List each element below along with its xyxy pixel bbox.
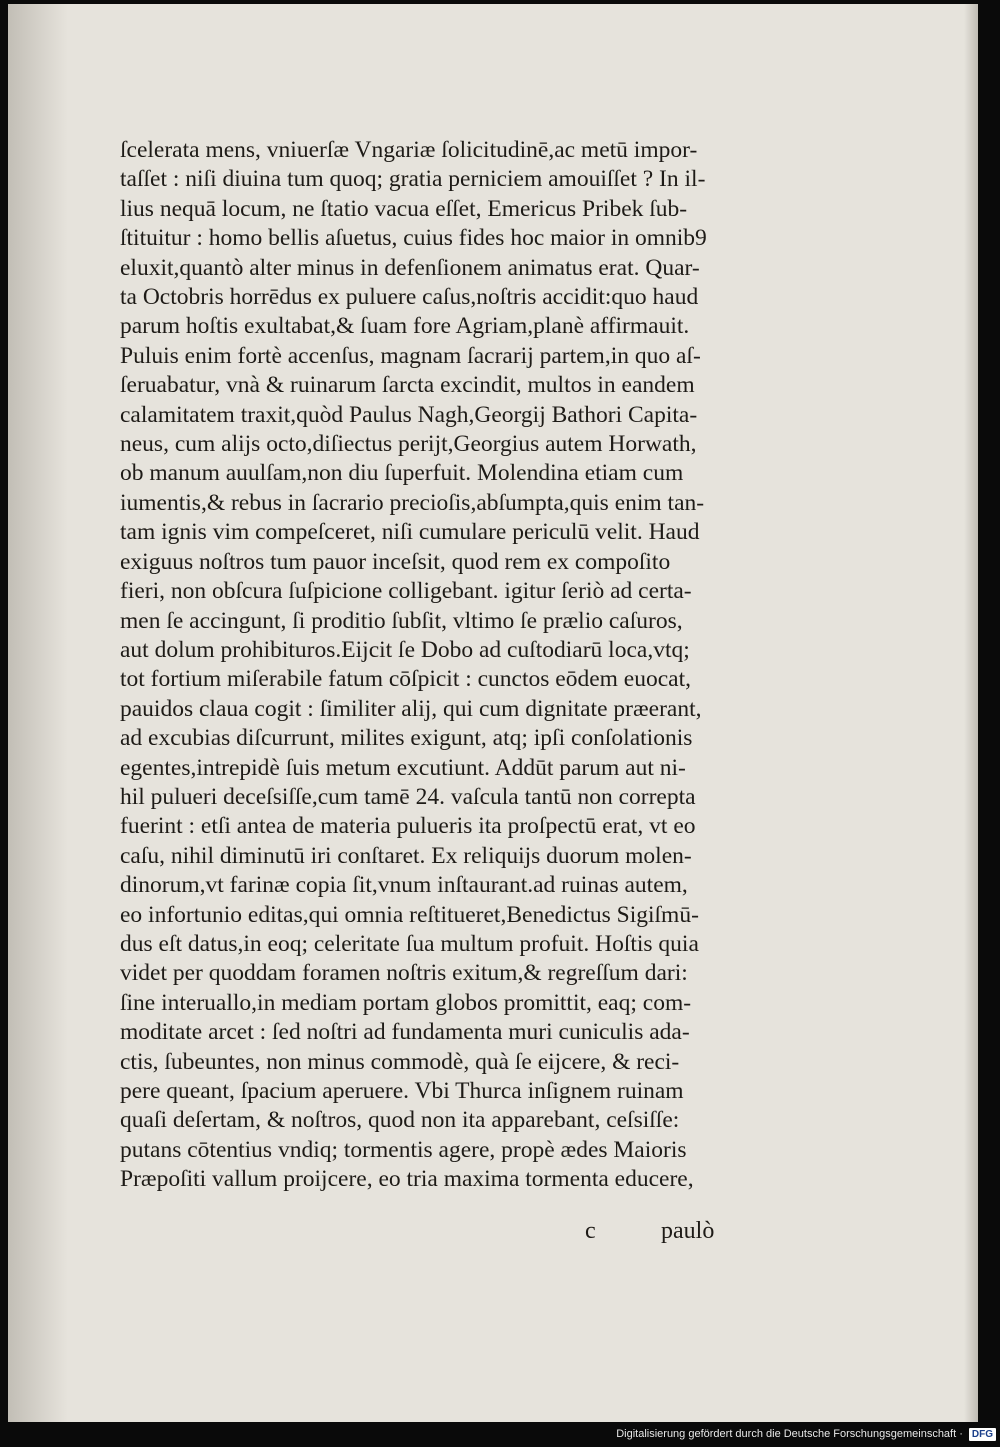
page-gutter-shadow	[8, 4, 68, 1422]
text-line: parum hoſtis exultabat,& ſuam fore Agriam,planè affirmauit.	[120, 313, 690, 340]
text-line: tot fortium miſerabile fatum cōſpicit : cunctos eōdem euocat,	[120, 666, 691, 693]
book-page	[8, 4, 978, 1422]
text-line: eluxit,quantò alter minus in defenſionem animatus erat. Quar-	[120, 254, 700, 281]
text-line: men ſe accingunt, ſi proditio ſubſit, vltimo ſe prælio caſuros,	[120, 607, 683, 634]
text-line: ſine interuallo,in mediam portam globos promittit, eaq; com-	[120, 989, 692, 1016]
text-line: iumentis,& rebus in ſacrario precioſis,abſumpta,quis enim tan-	[120, 489, 705, 516]
text-line: dinorum,vt farinæ copia ſit,vnum inſtaurant.ad ruinas autem,	[120, 872, 688, 899]
footer-credit	[616, 1425, 996, 1443]
text-line: aut dolum prohibituros.Eijcit ſe Dobo ad cuſtodiarū loca,vtq;	[120, 636, 690, 663]
text-line: ad excubias diſcurrunt, milites exigunt, atq; ipſi conſolationis	[120, 725, 693, 752]
text-line: neus, cum alijs octo,diſiectus perijt,Georgius autem Horwath,	[120, 431, 697, 458]
text-line: Puluis enim fortè accenſus, magnam ſacrarij partem,in quo aſ-	[120, 342, 701, 369]
text-line: fuerint : etſi antea de materia pulueris ita proſpectū erat, vt eo	[120, 813, 696, 840]
text-line: quaſi deſertam, & noſtros, quod non ita apparebant, ceſsiſſe:	[120, 1107, 680, 1134]
body-text	[120, 136, 730, 1195]
text-line: ctis, ſubeuntes, non minus commodè, quà ſe eijcere, & reci-	[120, 1048, 680, 1075]
text-line: videt per quoddam foramen noſtris exitum,& regreſſum dari:	[120, 960, 688, 987]
text-line: hil pulueri deceſsiſſe,cum tamē 24. vaſcula tantū non correpta	[120, 783, 696, 810]
text-line: dus eſt datus,in eoq; celeritate ſua multum profuit. Hoſtis quia	[120, 930, 699, 957]
text-line: ob manum auulſam,non diu ſuperfuit. Molendina etiam cum	[120, 460, 684, 487]
text-line: ſcelerata mens, vniuerſæ Vngariæ ſolicitudinē,ac metū impor-	[120, 137, 698, 163]
text-line: eo infortunio editas,qui omnia reſtitueret,Benedictus Sigiſmū-	[120, 901, 699, 928]
text-line: taſſet : niſi diuina tum quoq; gratia perniciem amouiſſet ? In il-	[120, 166, 706, 193]
text-line: pere queant, ſpacium aperuere. Vbi Thurca inſignem ruinam	[120, 1078, 684, 1104]
text-line: tam ignis vim compeſceret, niſi cumulare periculū velit. Haud	[120, 519, 700, 546]
text-line: pauidos claua cogit : ſimiliter alij, qui cum dignitate præerant,	[120, 695, 702, 722]
text-line: moditate arcet : ſed noſtri ad fundamenta muri cuniculis ada-	[120, 1019, 690, 1046]
dfg-logo-icon: DFG	[969, 1428, 996, 1441]
footer-text: Digitalisierung gefördert durch die Deutsche Forschungsgemeinschaft ·	[616, 1428, 963, 1440]
text-line: ta Octobris horrēdus ex puluere caſus,noſtris accidit:quo haud	[120, 284, 699, 311]
text-line: calamitatem traxit,quòd Paulus Nagh,Georgij Bathori Capita-	[120, 401, 698, 428]
text-line: Præpoſiti vallum proijcere, eo tria maxima tormenta educere,	[120, 1166, 694, 1193]
catchword: paulò	[661, 1218, 715, 1244]
text-line: ſeruabatur, vnà & ruinarum ſarcta excindit, multos in eandem	[120, 372, 695, 399]
text-line: fieri, non obſcura ſuſpicione colligebant. igitur ſeriò ad certa-	[120, 578, 692, 605]
text-line: caſu, nihil diminutū iri conſtaret. Ex reliquijs duorum molen-	[120, 842, 692, 869]
signature-mark: c	[585, 1218, 596, 1244]
text-line: putans cōtentius vndiq; tormentis agere, propè ædes Maioris	[120, 1136, 687, 1163]
text-line: lius nequā locum, ne ſtatio vacua eſſet, Emericus Pribek ſub-	[120, 195, 688, 222]
text-line: exiguus noſtros tum pauor inceſsit, quod rem ex compoſito	[120, 548, 671, 575]
text-line: egentes,intrepidè ſuis metum excutiunt. Addūt parum aut ni-	[120, 754, 686, 781]
text-line: ſtituitur : homo bellis aſuetus, cuius fides hoc maior in omnib9	[120, 225, 707, 252]
page-edge-shadow	[964, 4, 978, 1422]
